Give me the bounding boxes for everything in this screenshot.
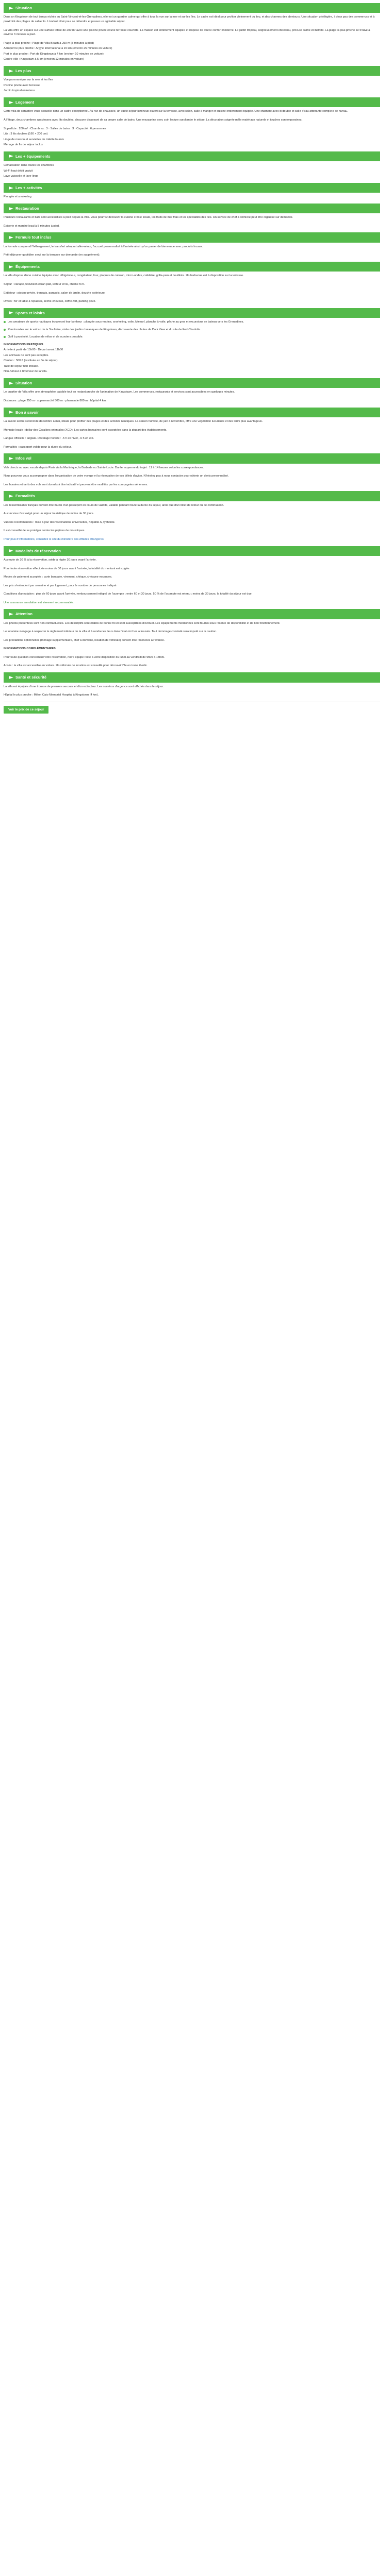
- bullet-icon: [4, 336, 6, 338]
- section-heading-logement: [4, 97, 380, 107]
- paragraph: Extérieur : piscine privée, transats, parasols, salon de jardin, douche extérieure.: [4, 291, 106, 295]
- paragraph: Modes de paiement acceptés : carte bancaire, virement, chèque, chèques-vacances.: [4, 575, 112, 579]
- paragraph: La villa offre un espace sur une surface totale de 200 m² avec une piscine privée et une terrasse couverte. La maison est entièrement équipée et dispose de tout le confort moderne. Le jardin tropical, soigneusement entretenu, procure calme et intimité. La plage la plus proche se trouve à environ 3 minutes à pied.: [4, 28, 371, 37]
- section-marker-icon: [9, 495, 13, 498]
- section-title: Restauration: [15, 206, 39, 211]
- paragraph: Accès : la villa est accessible en voiture. Un véhicule de location est conseillé pour découvrir l'île en toute liberté.: [4, 664, 148, 668]
- paragraph: Les prix s'entendent par semaine et par logement, pour le nombre de personnes indiqué.: [4, 584, 117, 587]
- section-heading-situation: [4, 3, 380, 13]
- paragraph: Épicerie et marché local à 5 minutes à pied.: [4, 224, 60, 228]
- paragraph: La villa est équipée d'une trousse de premiers secours et d'un extincteur. Les numéros d'urgence sont affichés dans le séjour.: [4, 685, 164, 688]
- section-title: Situation: [15, 6, 32, 10]
- section-marker-icon: [9, 187, 13, 190]
- info-heading: INFORMATIONS COMPLÉMENTAIRES: [4, 647, 56, 651]
- paragraph: Formalités : passeport valide pour la durée du séjour.: [4, 445, 72, 449]
- section-marker-icon: [9, 155, 13, 158]
- paragraph: Les prestations optionnelles (ménage supplémentaire, chef à domicile, location de véhicule) doivent être réservées à l'avance.: [4, 638, 165, 642]
- section-title: Les + équipements: [15, 154, 51, 159]
- info-line: Linge de maison et serviettes de toilette fournis: [4, 138, 64, 141]
- paragraph: Distances : plage 250 m · supermarché 500 m · pharmacie 800 m · hôpital 4 km.: [4, 399, 107, 403]
- paragraph: Vaccins recommandés : mise à jour des vaccinations universelles, hépatite A, typhoïde.: [4, 520, 116, 524]
- info-line: Lits : 3 lits doubles (160 × 200 cm): [4, 132, 48, 136]
- info-line: Plage la plus proche : Plage de Villa Beach à 250 m (3 minutes à pied): [4, 41, 94, 45]
- paragraph: Séjour : canapé, télévision écran plat, lecteur DVD, chaîne hi-fi.: [4, 282, 85, 286]
- paragraph: Acompte de 30 % à la réservation, solde à régler 30 jours avant l'arrivée.: [4, 558, 97, 562]
- section-marker-icon: [9, 382, 13, 385]
- section-title: Logement: [15, 99, 34, 105]
- section-marker-icon: [9, 265, 13, 268]
- section-marker-icon: [9, 207, 13, 210]
- paragraph: Divers : fer et table à repasser, sèche-cheveux, coffre-fort, parking privé.: [4, 300, 96, 303]
- section-marker-icon: [9, 236, 13, 239]
- section-title: Équipements: [15, 264, 40, 269]
- bullet-item: [4, 320, 380, 325]
- list-item: Lave-vaisselle et lave-linge: [4, 175, 39, 178]
- section-heading-restauration: [4, 204, 380, 213]
- paragraph: La saison sèche s'étend de décembre à mai, idéale pour profiter des plages et des activités nautiques. La saison humide, de juin à novembre, offre une végétation luxuriante et des tarifs plus avantageux.: [4, 420, 263, 423]
- info-line: Les animaux ne sont pas acceptés.: [4, 353, 49, 357]
- section-heading-les-plus: [4, 66, 380, 76]
- see-price-button[interactable]: Voir le prix de ce séjour: [4, 706, 48, 714]
- info-line: Non-fumeur à l'intérieur de la villa.: [4, 370, 47, 374]
- section-title: Modalités de réservation: [15, 548, 61, 553]
- section-title: Formalités: [15, 494, 35, 499]
- paragraph: Plusieurs restaurants et bars sont accessibles à pied depuis la villa. Vous pourrez découvrir la cuisine créole locale, les fruits de mer frais et les spécialités des îles. Un service de chef à domicile peut être organisé sur demande.: [4, 216, 294, 219]
- paragraph: Le locataire s'engage à respecter le règlement intérieur de la villa et à rendre les lieux dans l'état où il les a trouvés. Tout dommage constaté sera imputé sur la caution.: [4, 630, 217, 634]
- bullet-icon: [4, 329, 6, 331]
- paragraph: Dans un Kingstown de tout temps nichés au Saint-Vincent-et-les-Grenadines, elle est un quartier calme qui offre à tous la vue sur la mer et sur les îles. Le cadre est idéal pour profiter pleinement du lieu, et des charmes des alentours. Une situation privilégiée, à deux pas des commerces et à proximité des plages de sable fin. L'endroit rêvé pour se détendre et passer un agréable séjour.: [4, 15, 376, 24]
- section-heading-situation-2: [4, 378, 380, 388]
- info-line: Caution : 500 € (restituée en fin de séjour): [4, 359, 58, 363]
- bullet-text: Golf à proximité. Location de vélos et de scooters possible.: [8, 335, 84, 339]
- section-heading-reservation: [4, 546, 380, 556]
- paragraph: Cette villa de caractère vous accueille dans un cadre exceptionnel. Au rez-de-chaussée, un vaste séjour lumineux ouvert sur la terrasse, avec salon, salle à manger et cuisine entièrement équipée. Une chambre avec lit double et salle d'eau attenante complète ce niveau.: [4, 110, 348, 113]
- section-title: Situation: [15, 381, 32, 385]
- section-title: Attention: [15, 612, 32, 617]
- ministry-link[interactable]: Pour plus d'informations, consultez le site du ministère des Affaires étrangères.: [4, 537, 105, 541]
- paragraph: Il est conseillé de se protéger contre les piqûres de moustiques.: [4, 529, 85, 533]
- info-line: Ménage de fin de séjour inclus: [4, 143, 43, 147]
- paragraph: Conditions d'annulation : plus de 60 jours avant l'arrivée, remboursement intégral de l'acompte ; entre 60 et 30 jours, 50 % de l'acompte est retenu ; moins de 30 jours, la totalité du séjour est due.: [4, 592, 253, 596]
- info-line: Arrivée à partir de 15h00 · Départ avant 11h00: [4, 348, 63, 352]
- paragraph: La villa dispose d'une cuisine équipée avec réfrigérateur, congélateur, four, plaques de cuisson, micro-ondes, cafetière, grille-pain et bouilloire. Un barbecue est à disposition sur la terrasse.: [4, 274, 244, 278]
- info-line: Centre-ville : Kingstown à 5 km (environ 12 minutes en voiture): [4, 58, 84, 61]
- section-marker-icon: [9, 457, 13, 460]
- bullet-item: [4, 335, 380, 340]
- section-marker-icon: [9, 613, 13, 616]
- section-heading-les-activites: [4, 183, 380, 193]
- paragraph: Pour toute question concernant votre réservation, notre équipe reste à votre disposition du lundi au vendredi de 9h00 à 18h00.: [4, 655, 165, 659]
- section-heading-les-equipements: [4, 151, 380, 161]
- section-marker-icon: [9, 101, 13, 104]
- paragraph: Petit-déjeuner quotidien servi sur la terrasse sur demande (en supplément).: [4, 253, 101, 257]
- section-marker-icon: [9, 411, 13, 414]
- bullet-text: Les amateurs de sports nautiques trouveront leur bonheur : plongée sous-marine, snorkeling, voile, kitesurf, planche à voile, pêche au gros et excursions en bateau vers les Grenadines.: [8, 320, 245, 324]
- section-marker-icon: [9, 311, 13, 314]
- section-title: Santé et sécurité: [15, 675, 47, 680]
- section-heading-equipements: [4, 262, 380, 272]
- info-line: Taxe de séjour non incluse.: [4, 364, 39, 368]
- paragraph-highlight: Une assurance annulation est vivement recommandée.: [4, 601, 74, 604]
- paragraph: Les ressortissants français doivent être munis d'un passeport en cours de validité, valable pendant toute la durée du séjour, ainsi que d'un billet de retour ou de continuation.: [4, 503, 224, 507]
- paragraph: Langue officielle : anglais. Décalage horaire : -5 h en hiver, -6 h en été.: [4, 437, 94, 440]
- section-title: Infos vol: [15, 456, 31, 461]
- list-item: Climatisation dans toutes les chambres: [4, 164, 54, 167]
- paragraph: Nous pouvons vous accompagner dans l'organisation de votre voyage et la réservation de vos billets d'avion. N'hésitez pas à nous contacter pour obtenir un devis personnalisé.: [4, 474, 229, 478]
- page: [0, 0, 384, 717]
- section-title: Les plus: [15, 68, 31, 73]
- section-title: Bon à savoir: [15, 410, 39, 415]
- section-marker-icon: [9, 7, 13, 10]
- info-line: Aéroport le plus proche : Argyle International à 15 km (environ 25 minutes en voiture): [4, 47, 112, 50]
- paragraph: Les horaires et tarifs des vols sont donnés à titre indicatif et peuvent être modifiés par les compagnies aériennes.: [4, 483, 148, 486]
- section-heading-sports: [4, 308, 380, 318]
- info-heading: INFORMATIONS PRATIQUES: [4, 343, 43, 346]
- section-marker-icon: [9, 549, 13, 552]
- list-item: Vue panoramique sur la mer et les îles: [4, 78, 53, 82]
- section-marker-icon: [9, 676, 13, 679]
- list-item: Piscine privée avec terrasse: [4, 83, 40, 87]
- section-marker-icon: [9, 70, 13, 73]
- bullet-text: Randonnées sur le volcan de la Soufrière, visite des jardins botaniques de Kingstown, découverte des chutes de Dark View et du site de Fort Charlotte.: [8, 328, 201, 331]
- section-heading-bon-a-savoir: [4, 408, 380, 417]
- section-heading-formule: [4, 232, 380, 242]
- info-line: Superficie : 200 m² · Chambres : 3 · Salles de bains : 3 · Capacité : 6 personnes: [4, 127, 106, 130]
- paragraph: Aucun visa n'est exigé pour un séjour touristique de moins de 30 jours.: [4, 512, 94, 516]
- paragraph: La formule comprend l'hébergement, le transfert aéroport aller-retour, l'accueil personnalisé à l'arrivée ainsi qu'un panier de bienvenue avec produits locaux.: [4, 245, 203, 248]
- section-title: Formule tout inclus: [15, 235, 52, 240]
- paragraph: Le quartier de Villa offre une atmosphère paisible tout en restant proche de l'animation de Kingstown. Les commerces, restaurants et services sont accessibles en quelques minutes.: [4, 391, 235, 394]
- list-item: Plongée et snorkeling: [4, 195, 31, 199]
- paragraph: Vols directs ou avec escale depuis Paris via la Martinique, la Barbade ou Sainte-Lucie. Durée moyenne du trajet : 11 à 14 heures selon les correspondances.: [4, 466, 204, 469]
- section-heading-attention: [4, 609, 380, 619]
- bullet-icon: [4, 321, 6, 323]
- info-line: Port le plus proche : Port de Kingstown à 4 km (environ 10 minutes en voiture): [4, 52, 104, 56]
- paragraph: Monnaie locale : dollar des Caraïbes orientales (XCD). Les cartes bancaires sont acceptées dans la plupart des établissements.: [4, 428, 167, 432]
- section-heading-formalites: [4, 491, 380, 501]
- paragraph: Les photos présentées sont non contractuelles. Les descriptifs sont établis de bonne foi et sont susceptibles d'évoluer. Les équipements mentionnés sont fournis sous réserve de disponibilité et de bon fonctionnement.: [4, 621, 281, 625]
- paragraph: Hôpital le plus proche : Milton Cato Memorial Hospital à Kingstown (4 km).: [4, 693, 99, 697]
- section-heading-sante: [4, 672, 380, 682]
- section-title: Sports et loisirs: [15, 310, 45, 315]
- section-title: Les + activités: [15, 185, 42, 190]
- section-heading-infos-vol: [4, 453, 380, 463]
- list-item: Wi-Fi haut débit gratuit: [4, 169, 33, 173]
- list-item: Jardin tropical entretenu: [4, 89, 35, 93]
- paragraph: Pour toute réservation effectuée moins de 30 jours avant l'arrivée, la totalité du montant est exigée.: [4, 567, 131, 570]
- bullet-item: [4, 328, 380, 332]
- paragraph: À l'étage, deux chambres spacieuses avec lits doubles, chacune disposant de sa propre salle de bains. Une mezzanine avec coin lecture surplombe le séjour. La décoration soignée mêle matériaux naturels et touches contemporaines.: [4, 118, 303, 122]
